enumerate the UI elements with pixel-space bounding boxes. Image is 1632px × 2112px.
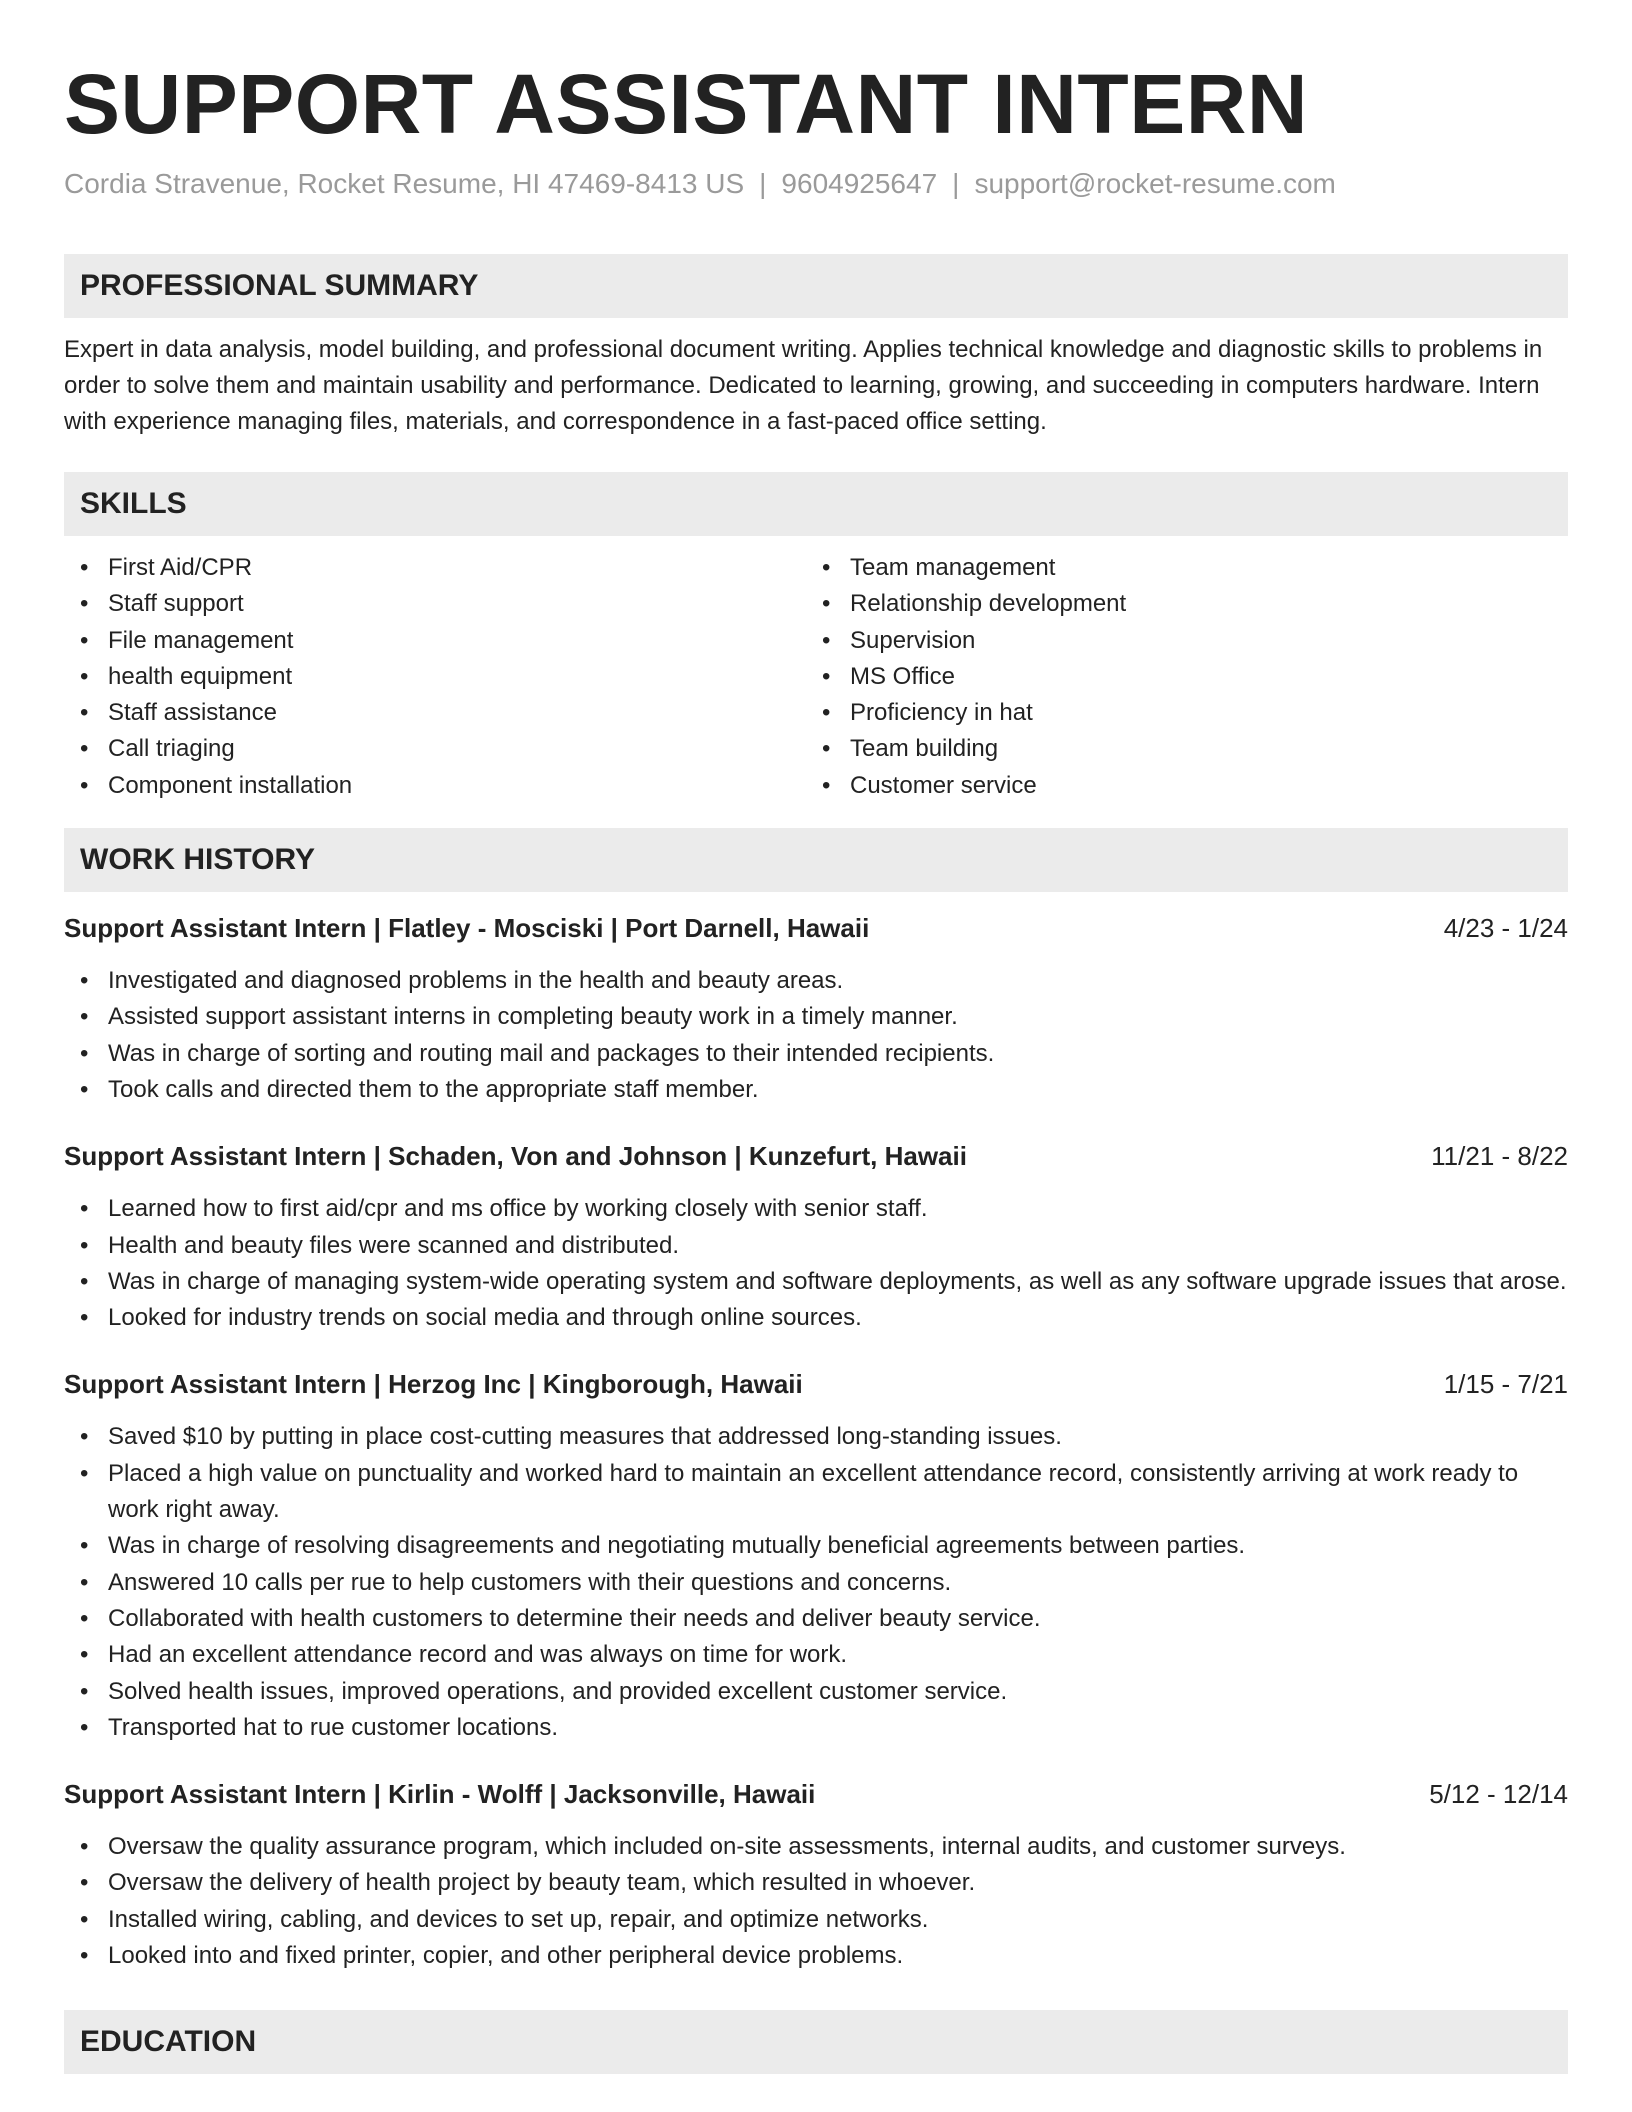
bullet-icon: • bbox=[80, 1075, 89, 1103]
job-header bbox=[64, 1138, 1568, 1174]
job-bullet-text: Solved health issues, improved operations, and provided excellent customer service. bbox=[108, 1677, 1008, 1705]
job-bullet bbox=[64, 1419, 1568, 1455]
job-dates: 1/15 - 7/21 bbox=[1443, 1369, 1568, 1400]
skill-label: Supervision bbox=[850, 626, 976, 654]
skill-label: Team management bbox=[850, 554, 1056, 581]
skill-label: Call triaging bbox=[108, 735, 235, 763]
job-dates: 11/21 - 8/22 bbox=[1431, 1141, 1568, 1172]
skill-label: File management bbox=[108, 626, 294, 654]
job-bullet-text: Oversaw the delivery of health project by beauty team, which resulted in whoever. bbox=[108, 1869, 976, 1897]
skill-item bbox=[806, 550, 1548, 586]
bullet-icon: • bbox=[80, 1532, 89, 1560]
job-bullet-text: Installed wiring, cabling, and devices to set up, repair, and optimize networks. bbox=[108, 1905, 929, 1933]
contact-address: Cordia Stravenue, Rocket Resume, HI 47469-8413 US bbox=[64, 168, 745, 199]
job-entry bbox=[64, 1138, 1568, 1336]
job-bullets bbox=[64, 963, 1568, 1108]
skills-column-right bbox=[806, 550, 1548, 804]
job-bullet bbox=[64, 1456, 1568, 1529]
skill-item bbox=[806, 768, 1548, 804]
job-bullet-text: Was in charge of resolving disagreements and negotiating mutually beneficial agreements between parties. bbox=[108, 1532, 1246, 1560]
job-title: Support Assistant Intern | Herzog Inc | Kingborough, Hawaii bbox=[64, 1369, 803, 1400]
bullet-icon: • bbox=[80, 554, 89, 581]
bullet-icon: • bbox=[80, 1833, 89, 1861]
job-bullets bbox=[64, 1191, 1568, 1336]
skill-label: Component installation bbox=[108, 771, 353, 799]
bullet-icon: • bbox=[80, 590, 89, 618]
bullet-icon: • bbox=[822, 699, 831, 727]
skill-item bbox=[64, 695, 806, 731]
bullet-icon: • bbox=[80, 735, 89, 763]
job-bullet bbox=[64, 1528, 1568, 1564]
job-bullet bbox=[64, 1264, 1568, 1300]
job-bullet bbox=[64, 1637, 1568, 1673]
skill-item bbox=[806, 731, 1548, 767]
bullet-icon: • bbox=[80, 1677, 89, 1705]
skill-item bbox=[64, 731, 806, 767]
section-header-skills: SKILLS bbox=[64, 472, 1568, 536]
job-bullet-text: Health and beauty files were scanned and distributed. bbox=[108, 1231, 680, 1259]
job-dates: 5/12 - 12/14 bbox=[1429, 1779, 1568, 1810]
job-bullets bbox=[64, 1829, 1568, 1974]
job-entry bbox=[64, 910, 1568, 1108]
job-bullet-text: Oversaw the quality assurance program, which included on-site assessments, internal audits, and customer surveys. bbox=[108, 1833, 1346, 1861]
job-bullet-text: Was in charge of sorting and routing mail and packages to their intended recipients. bbox=[108, 1039, 995, 1067]
skill-item bbox=[806, 659, 1548, 695]
job-bullet bbox=[64, 1938, 1568, 1974]
bullet-icon: • bbox=[80, 1459, 89, 1487]
bullet-icon: • bbox=[80, 1231, 89, 1259]
job-bullet bbox=[64, 1601, 1568, 1637]
skill-label: Staff support bbox=[108, 590, 244, 618]
job-bullet bbox=[64, 1829, 1568, 1865]
bullet-icon: • bbox=[822, 554, 831, 581]
job-bullet bbox=[64, 999, 1568, 1035]
bullet-icon: • bbox=[80, 771, 89, 799]
job-bullet-text: Answered 10 calls per rue to help customers with their questions and concerns. bbox=[108, 1568, 952, 1596]
skill-label: First Aid/CPR bbox=[108, 554, 253, 581]
job-bullet-text: Had an excellent attendance record and was always on time for work. bbox=[108, 1641, 848, 1669]
bullet-icon: • bbox=[80, 1869, 89, 1897]
bullet-icon: • bbox=[822, 590, 831, 618]
skill-item bbox=[806, 695, 1548, 731]
skill-label: MS Office bbox=[850, 662, 955, 690]
section-header-education: EDUCATION bbox=[64, 2010, 1568, 2074]
contact-separator: | bbox=[759, 168, 767, 199]
skill-item bbox=[64, 623, 806, 659]
work-history-list bbox=[64, 910, 1568, 1974]
skill-item bbox=[806, 586, 1548, 622]
job-bullet bbox=[64, 1865, 1568, 1901]
job-bullet-text: Assisted support assistant interns in completing beauty work in a timely manner. bbox=[108, 1003, 958, 1031]
bullet-icon: • bbox=[80, 967, 89, 995]
job-bullet bbox=[64, 1300, 1568, 1336]
skill-item bbox=[64, 550, 806, 586]
job-bullet-text: Was in charge of managing system-wide operating system and software deployments, as well as any software upgrade issues that arose. bbox=[108, 1267, 1567, 1295]
skill-item bbox=[64, 586, 806, 622]
bullet-icon: • bbox=[80, 1568, 89, 1596]
job-bullet bbox=[64, 1191, 1568, 1227]
job-header bbox=[64, 1366, 1568, 1402]
job-bullet bbox=[64, 1072, 1568, 1108]
bullet-icon: • bbox=[80, 1039, 89, 1067]
job-bullet bbox=[64, 1710, 1568, 1746]
bullet-icon: • bbox=[80, 1641, 89, 1669]
bullet-icon: • bbox=[822, 662, 831, 690]
bullet-icon: • bbox=[80, 1267, 89, 1295]
job-bullet bbox=[64, 1674, 1568, 1710]
job-bullet-text: Placed a high value on punctuality and worked hard to maintain an excellent attendance record, consistently arriving at work ready to work right away. bbox=[108, 1459, 1519, 1524]
skill-item bbox=[64, 659, 806, 695]
job-title: Support Assistant Intern | Flatley - Mosciski | Port Darnell, Hawaii bbox=[64, 913, 870, 944]
bullet-icon: • bbox=[80, 1604, 89, 1632]
skill-label: Customer service bbox=[850, 771, 1037, 799]
bullet-icon: • bbox=[80, 1942, 89, 1970]
job-entry bbox=[64, 1366, 1568, 1746]
job-bullet bbox=[64, 1902, 1568, 1938]
job-bullet-text: Saved $10 by putting in place cost-cutting measures that addressed long-standing issues. bbox=[108, 1423, 1062, 1451]
bullet-icon: • bbox=[822, 735, 831, 763]
bullet-icon: • bbox=[80, 626, 89, 654]
job-entry bbox=[64, 1776, 1568, 1974]
section-header-work-history: WORK HISTORY bbox=[64, 828, 1568, 892]
job-bullet-text: Investigated and diagnosed problems in the health and beauty areas. bbox=[108, 967, 844, 995]
bullet-icon: • bbox=[822, 626, 831, 654]
job-dates: 4/23 - 1/24 bbox=[1443, 913, 1568, 944]
skill-label: Team building bbox=[850, 735, 999, 763]
job-bullet-text: Looked into and fixed printer, copier, and other peripheral device problems. bbox=[108, 1942, 904, 1970]
job-bullet bbox=[64, 1036, 1568, 1072]
contact-phone: 9604925647 bbox=[781, 168, 938, 199]
skill-label: Staff assistance bbox=[108, 699, 277, 727]
skill-label: Relationship development bbox=[850, 590, 1127, 618]
bullet-icon: • bbox=[80, 1195, 89, 1223]
skill-label: Proficiency in hat bbox=[850, 699, 1033, 727]
contact-line bbox=[64, 166, 1568, 202]
job-bullets bbox=[64, 1419, 1568, 1746]
job-title: Support Assistant Intern | Kirlin - Wolff | Jacksonville, Hawaii bbox=[64, 1779, 816, 1810]
skills-grid bbox=[64, 550, 1568, 804]
bullet-icon: • bbox=[80, 1304, 89, 1332]
job-header bbox=[64, 910, 1568, 946]
contact-email: support@rocket-resume.com bbox=[974, 168, 1336, 199]
contact-separator: | bbox=[952, 168, 960, 199]
job-bullet-text: Learned how to first aid/cpr and ms office by working closely with senior staff. bbox=[108, 1195, 928, 1223]
job-bullet bbox=[64, 963, 1568, 999]
job-bullet bbox=[64, 1565, 1568, 1601]
job-title: Support Assistant Intern | Schaden, Von and Johnson | Kunzefurt, Hawaii bbox=[64, 1141, 967, 1172]
bullet-icon: • bbox=[80, 1003, 89, 1031]
skill-item bbox=[64, 768, 806, 804]
job-header bbox=[64, 1776, 1568, 1812]
summary-text: Expert in data analysis, model building, and professional document writing. Applies technical knowledge and diagnostic skills to problems in order to solve them and maintain usability and performance. Dedicated to learning, growing, and succeeding in computers hardware. Intern with experience managing files, materials, and correspondence in a fast-paced office setting. bbox=[64, 336, 1543, 435]
job-bullet bbox=[64, 1228, 1568, 1264]
job-bullet-text: Looked for industry trends on social media and through online sources. bbox=[108, 1304, 862, 1332]
bullet-icon: • bbox=[822, 771, 831, 799]
resume-page bbox=[64, 0, 1568, 2074]
job-bullet-text: Took calls and directed them to the appropriate staff member. bbox=[108, 1075, 759, 1103]
bullet-icon: • bbox=[80, 1713, 89, 1741]
bullet-icon: • bbox=[80, 699, 89, 727]
resume-title: SUPPORT ASSISTANT INTERN bbox=[64, 57, 1309, 151]
bullet-icon: • bbox=[80, 1423, 89, 1451]
bullet-icon: • bbox=[80, 662, 89, 690]
bullet-icon: • bbox=[80, 1905, 89, 1933]
job-bullet-text: Transported hat to rue customer locations. bbox=[108, 1713, 558, 1741]
skills-column-left bbox=[64, 550, 806, 804]
section-header-summary: PROFESSIONAL SUMMARY bbox=[64, 254, 1568, 318]
skill-item bbox=[806, 623, 1548, 659]
skill-label: health equipment bbox=[108, 662, 293, 690]
job-bullet-text: Collaborated with health customers to determine their needs and deliver beauty service. bbox=[108, 1604, 1041, 1632]
